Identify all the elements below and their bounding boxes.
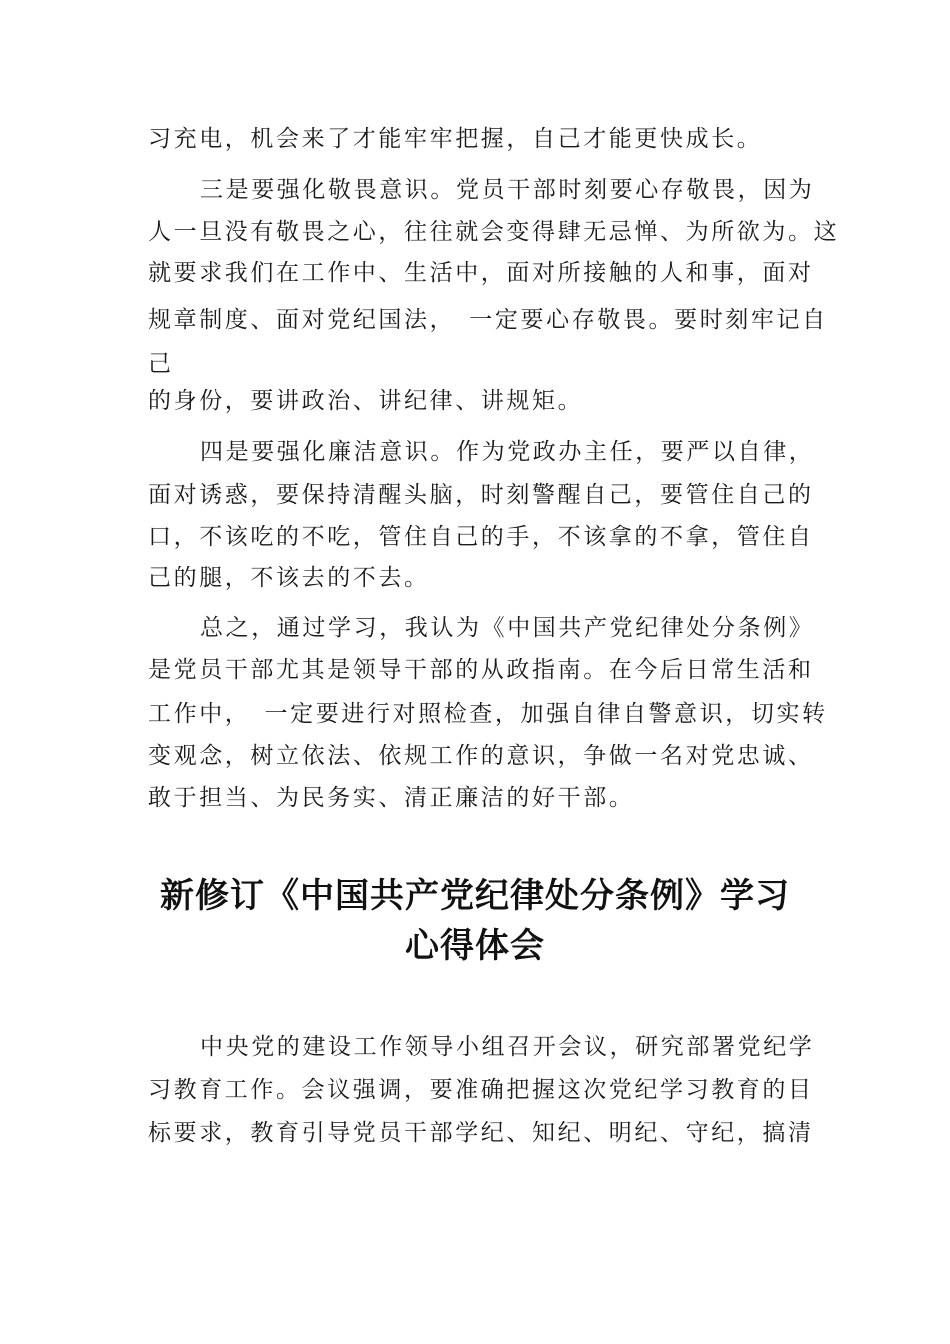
paragraph-line: 是党员干部尤其是领导干部的从政指南。在今后日常生活和 xyxy=(148,657,814,683)
paragraph-line: 变观念，树立依法、依规工作的意识，争做一名对党忠诚、 xyxy=(148,743,814,769)
paragraph-line: 己的腿，不该去的不去。 xyxy=(148,565,430,591)
paragraph-line: 三是要强化敬畏意识。党员干部时刻要心存敬畏，因为 xyxy=(200,177,815,203)
paragraph-line: 的身份，要讲政治、讲纪律、讲规矩。 xyxy=(148,388,584,414)
paragraph-line: 中央党的建设工作领导小组召开会议，研究部署党纪学 xyxy=(200,1034,815,1060)
paragraph-line: 口，不该吃的不吃，管住自己的手，不该拿的不拿，管住自 xyxy=(148,524,814,550)
paragraph-line: 习充电，机会来了才能牢牢把握，自己才能更快成长。 xyxy=(148,126,763,152)
paragraph-line: 规章制度、面对党纪国法， 一定要心存敬畏。要时刻牢记自 xyxy=(148,307,828,333)
paragraph-line: 总之，通过学习，我认为《中国共产党纪律处分条例》 xyxy=(200,615,815,641)
paragraph-line: 四是要强化廉洁意识。作为党政办主任，要严以自律， xyxy=(200,439,815,465)
paragraph-line: 就要求我们在工作中、生活中，面对所接触的人和事，面对 xyxy=(148,260,814,286)
document-title: 心得体会 xyxy=(405,926,545,966)
paragraph-line: 人一旦没有敬畏之心，往往就会变得肆无忌惮、为所欲为。这 xyxy=(148,219,840,245)
paragraph-line: 工作中， 一定要进行对照检查，加强自律自警意识，切实转 xyxy=(148,701,828,727)
paragraph-line: 面对诱惑，要保持清醒头脑，时刻警醒自己，要管住自己的 xyxy=(148,482,814,508)
document-title: 新修订《中国共产党纪律处分条例》学习 xyxy=(160,876,790,916)
paragraph-line: 标要求，教育引导党员干部学纪、知纪、明纪、守纪，搞清 xyxy=(148,1120,814,1146)
paragraph-line: 敢于担当、为民务实、清正廉洁的好干部。 xyxy=(148,785,635,811)
paragraph-line: 己 xyxy=(148,351,174,377)
paragraph-line: 习教育工作。会议强调，要准确把握这次党纪学习教育的目 xyxy=(148,1077,814,1103)
